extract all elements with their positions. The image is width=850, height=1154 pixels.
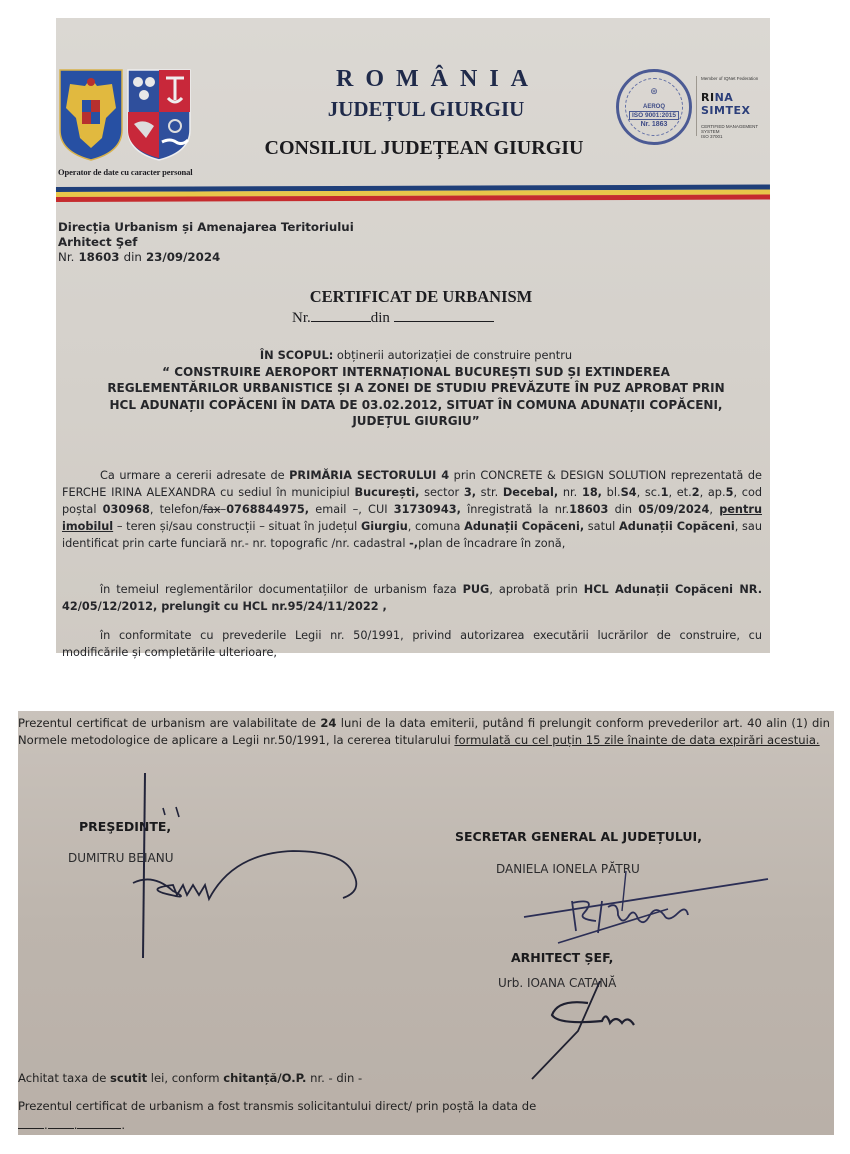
document-page-2-scan	[18, 711, 834, 1135]
text-segment: str.	[475, 486, 503, 499]
text-segment: chitanță/O.P.	[223, 1071, 307, 1085]
text-segment: , ap.	[699, 486, 726, 499]
text-segment: 5	[725, 486, 734, 499]
chief-architect-title: ARHITECT ȘEF,	[511, 950, 614, 965]
text-segment: 18603	[569, 503, 609, 516]
text-segment: sector	[419, 486, 464, 499]
text-segment: ,	[709, 503, 720, 516]
document-page-1-scan	[56, 18, 770, 659]
text-segment: Achitat taxa de	[18, 1071, 111, 1085]
date-blank-segment	[77, 1118, 121, 1129]
secretary-general-name: DANIELA IONELA PĂTRU	[496, 862, 640, 876]
text-segment: nr.	[558, 486, 582, 499]
text-segment: , sc.	[636, 486, 661, 499]
issuer-reference	[58, 250, 354, 265]
certifier-top-note: Member of IQNet Federation	[701, 76, 759, 81]
giurgiu-coat-of-arms-icon	[126, 68, 192, 162]
chief-architect-name: Urb. IOANA CATANĂ	[498, 976, 617, 990]
certificate-number-line	[292, 308, 494, 327]
text-segment: PRIMĂRIA SECTORULUI 4	[289, 469, 450, 482]
text-segment: fax	[202, 503, 221, 516]
president-signature-icon	[113, 773, 383, 963]
text-segment: scutit	[110, 1071, 148, 1085]
project-title: “ CONSTRUIRE AEROPORT INTERNAȚIONAL BUCUREȘTI SUD ȘI EXTINDEREA REGLEMENTĂRILOR URBANISTICE ȘI A ZONEI DE STUDIU PREVĂZUTE ÎN PUZ APROBAT PRIN HCL ADUNAȚII COPĂCENI ÎN DATA DE 03.02.2012, SITUAT ÎN COMUNA ADUNAȚII COPĂCENI, JUDEȚUL GIURGIU”	[107, 364, 725, 428]
text-segment: Ca urmare a cererii adresate de	[100, 469, 290, 482]
text-segment: din	[123, 250, 142, 264]
scope-block	[96, 348, 736, 430]
certificate-title: CERTIFICAT DE URBANISM	[309, 287, 533, 306]
text-segment: email –, CUI	[309, 503, 394, 516]
text-segment: 23/09/2024	[145, 250, 221, 264]
text-segment: nr. - din -	[306, 1071, 363, 1085]
issuer-block	[58, 220, 354, 265]
text-segment: București,	[354, 486, 420, 499]
text-segment: Nr.	[58, 250, 75, 264]
date-blank-segment	[18, 1118, 44, 1129]
text-segment: pentru imobilul	[62, 503, 762, 533]
president-name: DUMITRU BEIANU	[68, 851, 174, 865]
certifier-brand	[701, 91, 775, 117]
globe-icon: ⊛	[650, 85, 658, 96]
text-segment: din	[608, 503, 639, 516]
certificate-number-blank	[311, 308, 371, 322]
text-segment: lei, conform	[147, 1071, 224, 1085]
text-segment: bl.	[601, 486, 621, 499]
validity-paragraph	[18, 715, 830, 748]
certificate-date-blank	[394, 308, 494, 322]
legal-basis-paragraph	[62, 581, 762, 615]
text-segment: în conformitate cu prevederile Legii nr. 50/1991, privind autorizarea executării lucrărilor de construire, cu modificările și completările ulterioare,	[62, 629, 762, 659]
iso-stamp-line2: ISO 9001:2015	[629, 111, 679, 120]
transmission-line: Prezentul certificat de urbanism a fost transmis solicitantului direct/ prin poștă la data de	[18, 1099, 537, 1113]
text-segment: , cod poștal	[62, 486, 763, 516]
text-segment: Decebal,	[502, 486, 559, 499]
text-segment: 2	[691, 486, 700, 499]
text-segment: în temeiul reglementărilor documentațiilor de urbanism faza	[100, 583, 463, 596]
header-council: CONSILIUL JUDEȚEAN GIURGIU	[264, 137, 584, 159]
secretary-general-title: SECRETAR GENERAL AL JUDEȚULUI,	[455, 829, 702, 844]
text-segment: -,	[409, 537, 419, 550]
iso-stamp-line1: AEROQ	[642, 103, 665, 110]
text-segment: PUG	[462, 583, 490, 596]
certifier-bottom-note-1: CERTIFIED MANAGEMENT SYSTEM	[701, 124, 759, 134]
text-segment: , et.	[668, 486, 692, 499]
text-segment: din	[370, 310, 390, 326]
certifier-logo	[696, 76, 775, 139]
text-segment: –	[220, 503, 227, 516]
romania-coat-of-arms-icon	[58, 68, 124, 162]
certifier-bottom-note-2: ISO 37001	[701, 134, 723, 139]
text-segment: luni de la data emiterii, putând fi prelungit conform prevederilor art. 40 alin (1) din Normele metodologice de aplicare a Legii nr.50/1991, la cererea titularului	[18, 716, 830, 747]
tricolor-red	[56, 195, 770, 202]
text-segment: plan de încadrare în zonă,	[418, 537, 566, 550]
text-segment: 0768844975,	[226, 503, 310, 516]
text-segment: 18603	[78, 250, 120, 264]
header-county: JUDEȚUL GIURGIU	[327, 97, 525, 121]
text-segment: Adunații Copăceni,	[464, 520, 585, 533]
header-country: ROMÂNIA	[336, 66, 540, 92]
text-segment: HCL Adunații Copăceni NR. 42/05/12/2012, prelungit cu HCL nr.95/24/11/2022 ,	[62, 583, 762, 613]
text-segment: înregistrată la nr.	[460, 503, 570, 516]
text-segment: 1	[660, 486, 669, 499]
fee-line	[18, 1070, 830, 1087]
text-segment: , comuna	[407, 520, 465, 533]
text-segment: Prezentul certificat de urbanism are valabilitate de	[18, 716, 321, 730]
text-segment: , telefon/	[149, 503, 203, 516]
text-segment: – teren și/sau construcții – situat în județul	[113, 520, 361, 533]
issuer-department: Direcția Urbanism și Amenajarea Teritoriului	[58, 220, 354, 234]
text-segment: , aprobată prin	[489, 583, 584, 596]
text-segment: satul	[584, 520, 620, 533]
text-segment: 030968	[102, 503, 150, 516]
text-segment: RI	[701, 91, 715, 104]
text-segment: S4	[620, 486, 637, 499]
text-segment: 18,	[581, 486, 602, 499]
secretary-signature-icon	[518, 871, 778, 951]
transmission-date-blank: . . .	[18, 1117, 830, 1134]
text-segment: Nr.	[292, 310, 311, 326]
issuer-role: Arhitect Şef	[58, 235, 138, 249]
text-segment: 05/09/2024	[638, 503, 710, 516]
text-segment: Giurgiu	[360, 520, 408, 533]
text-segment: 24	[320, 716, 337, 730]
text-segment: NA SIMTEX	[701, 91, 751, 117]
text-segment: obținerii autorizației de construire pentru	[336, 348, 573, 362]
text-segment: formulată cu cel puțin 15 zile înainte de data expirări acestuia.	[454, 732, 820, 747]
iso-certification-stamp	[616, 69, 692, 145]
text-segment: 3,	[463, 486, 476, 499]
request-paragraph	[62, 467, 762, 552]
text-segment: , sau identificat prin carte funciară nr.- nr. topografic /nr. cadastral	[62, 520, 763, 550]
iso-stamp-line3: Nr. 1863	[640, 120, 668, 128]
operator-note: Operator de date cu caracter personal	[58, 167, 193, 177]
scope-intro	[96, 348, 736, 364]
text-segment: 31730943,	[393, 503, 461, 516]
president-title: PREŞEDINTE,	[79, 819, 172, 834]
architect-signature-icon	[518, 981, 658, 1081]
law-conformity-paragraph	[62, 627, 762, 661]
text-segment: ÎN SCOPUL:	[259, 348, 334, 362]
text-segment: Adunații Copăceni	[619, 520, 735, 533]
text-segment: prin CONCRETE & DESIGN SOLUTION reprezentată de FERCHE IRINA ALEXANDRA cu sediul în municipiul	[62, 469, 762, 499]
tricolor-stripe	[56, 185, 770, 203]
date-blank-segment	[48, 1118, 74, 1129]
